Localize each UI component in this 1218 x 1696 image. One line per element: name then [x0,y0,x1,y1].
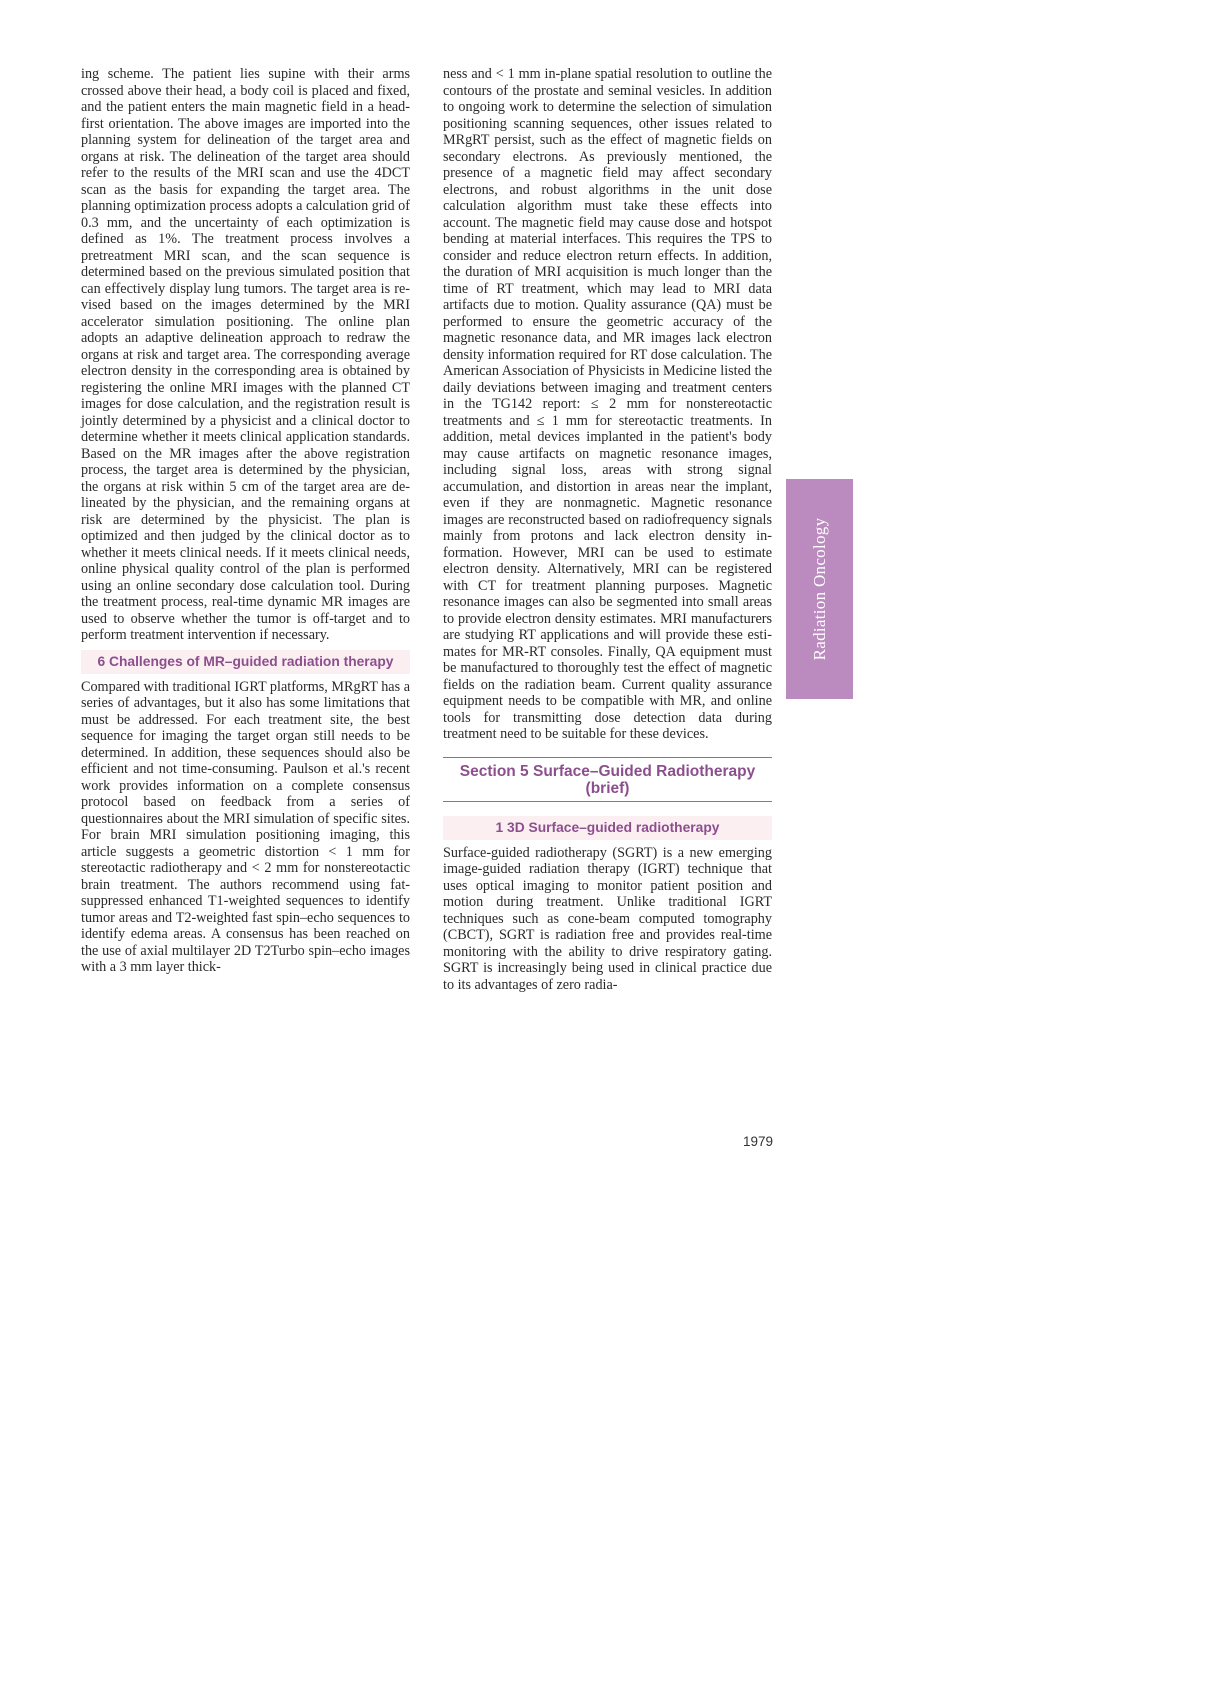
right-column [443,66,772,993]
side-tab-label: Radiation Oncology [809,517,829,661]
body-paragraph: ness and < 1 mm in-plane spatial resolution to outline the contours of the prostate and seminal vesicles. In addition to ongoing work to determine the selection of simulation positioning scanning sequences, other issues related to MRgRT persist, such as the effect of magnetic fields on secondary electrons. As previously mentioned, the presence of a magnetic field may affect secondary electrons, and robust algorithms in the unit dose calculation algorithm must take these effects into account. The magnetic field may cause dose and hotspot bending at material interfaces. This requires the TPS to consider and reduce electron return effects. In addition, the duration of MRI acquisition is much longer than the time of RT treatment, which may lead to MRI data artifacts due to motion. Quality assurance (QA) must be performed to ensure the geometric accuracy of the magnetic resonance data, and MR images lack electron density information required for RT dose calculation. The American Association of Physicists in Medicine listed the daily deviations between imaging and treatment centers in the TG142 report: ≤ 2 mm for nonstereotactic treatments and ≤ 1 mm for stereotactic treatments. In addition, metal devices implanted in the patient's body may cause artifacts on magnetic resonance images, including signal loss, areas with strong signal accumulation, and distortion in areas near the implant, even if they are nonmagnetic. Magnetic resonance images are reconstructed based on radiofrequency signals mainly from protons and lack electron density information. However, MRI can be used to estimate electron density. Alternatively, MRI can be registered with CT for treatment planning purposes. Magnetic resonance images can also be segmented into small areas to provide electron density estimates. MRI manufacturers are studying RT applications and will provide these estimates for MR-RT consoles. Finally, QA equipment must be manufactured to thoroughly test the effect of magnetic fields on the radiation beam. Current quality assurance equipment needs to be compatible with MR, and online tools for transmitting dose detection data during treatment need to be suitable for these devices. [443,66,772,742]
subsection-heading: 1 3D Surface–guided radiotherapy [443,816,772,840]
side-tab [786,479,853,699]
section-title-line: Section 5 Surface–Guided Radiotherapy [459,762,756,780]
left-column [81,66,410,976]
body-paragraph: ing scheme. The patient lies supine with their arms crossed above their head, a body coil is placed and fixed, and the patient enters the main magnetic field in a head-first orientation. The above images are imported into the planning system for delineation of the target area and organs at risk. The delineation of the target area should refer to the results of the MRI scan and use the 4DCT scan as the basis for expanding the target area. The planning optimization process adopts a calculation grid of 0.3 mm, and the uncertainty of each optimization is defined as 1%. The treatment process involves a pretreatment MRI scan, and the scan sequence is determined based on the previous simulated position that can effectively display lung tumors. The target area is revised based on the images determined by the MRI accelerator simulation positioning. The online plan adopts an adaptive delineation approach to redraw the organs at risk and target area. The corresponding average electron density in the corresponding area is obtained by registering the online MRI images with the planned CT images for dose calculation, and the registration result is jointly determined by a physicist and a clinical doctor to determine whether it meets clinical application standards. Based on the MR images after the above registration process, the target area is determined by the physician, the organs at risk within 5 cm of the target area are delineated by the physician, and the remaining organs at risk are determined by the physicist. The plan is optimized and then judged by the clinical doctor as to whether it meets clinical needs. If it meets clinical needs, online physical quality control of the plan is performed using an online secondary dose calculation tool. During the treatment process, real-time dynamic MR images are used to observe whether the tumor is off-target and to perform treatment intervention if necessary. [81,66,410,643]
section-heading: 6 Challenges of MR–guided radiation therapy [81,650,410,674]
body-paragraph: Surface-guided radiotherapy (SGRT) is a new emerging image-guided radiation therapy (IGRT) technique that uses optical imaging to monitor patient position and motion during treatment. Unlike traditional IGRT techniques such as cone-beam computed tomography (CBCT), SGRT is radiation free and provides real-time monitoring with the ability to drive respiratory gating. SGRT is increasingly being used in clinical practice due to its advantages of zero radia- [443,844,772,993]
page-number: 1979 [742,1134,773,1149]
section-title [443,757,772,802]
section-title-line: (brief) [585,779,630,797]
body-paragraph: Compared with traditional IGRT platforms, MRgRT has a series of advantages, but it also has some limitations that must be addressed. For each treatment site, the best sequence for imaging the target organ still needs to be determined. In addition, these sequences should also be efficient and not time-consuming. Paulson et al.'s recent work provides information on a complete consensus protocol based on feedback from a series of questionnaires about the MRI simulation of specific sites. For brain MRI simulation positioning imaging, this article suggests a geometric distortion < 1 mm for stereotactic radiotherapy and < 2 mm for nonstereotactic brain treatment. The authors recommend using fat-suppressed enhanced T1-weighted sequences to identify tumor areas and T2-weighted fast spin–echo sequences to identify edema areas. A consensus has been reached on the use of axial multilayer 2D T2Turbo spin–echo images with a 3 mm layer thick- [81,678,410,975]
